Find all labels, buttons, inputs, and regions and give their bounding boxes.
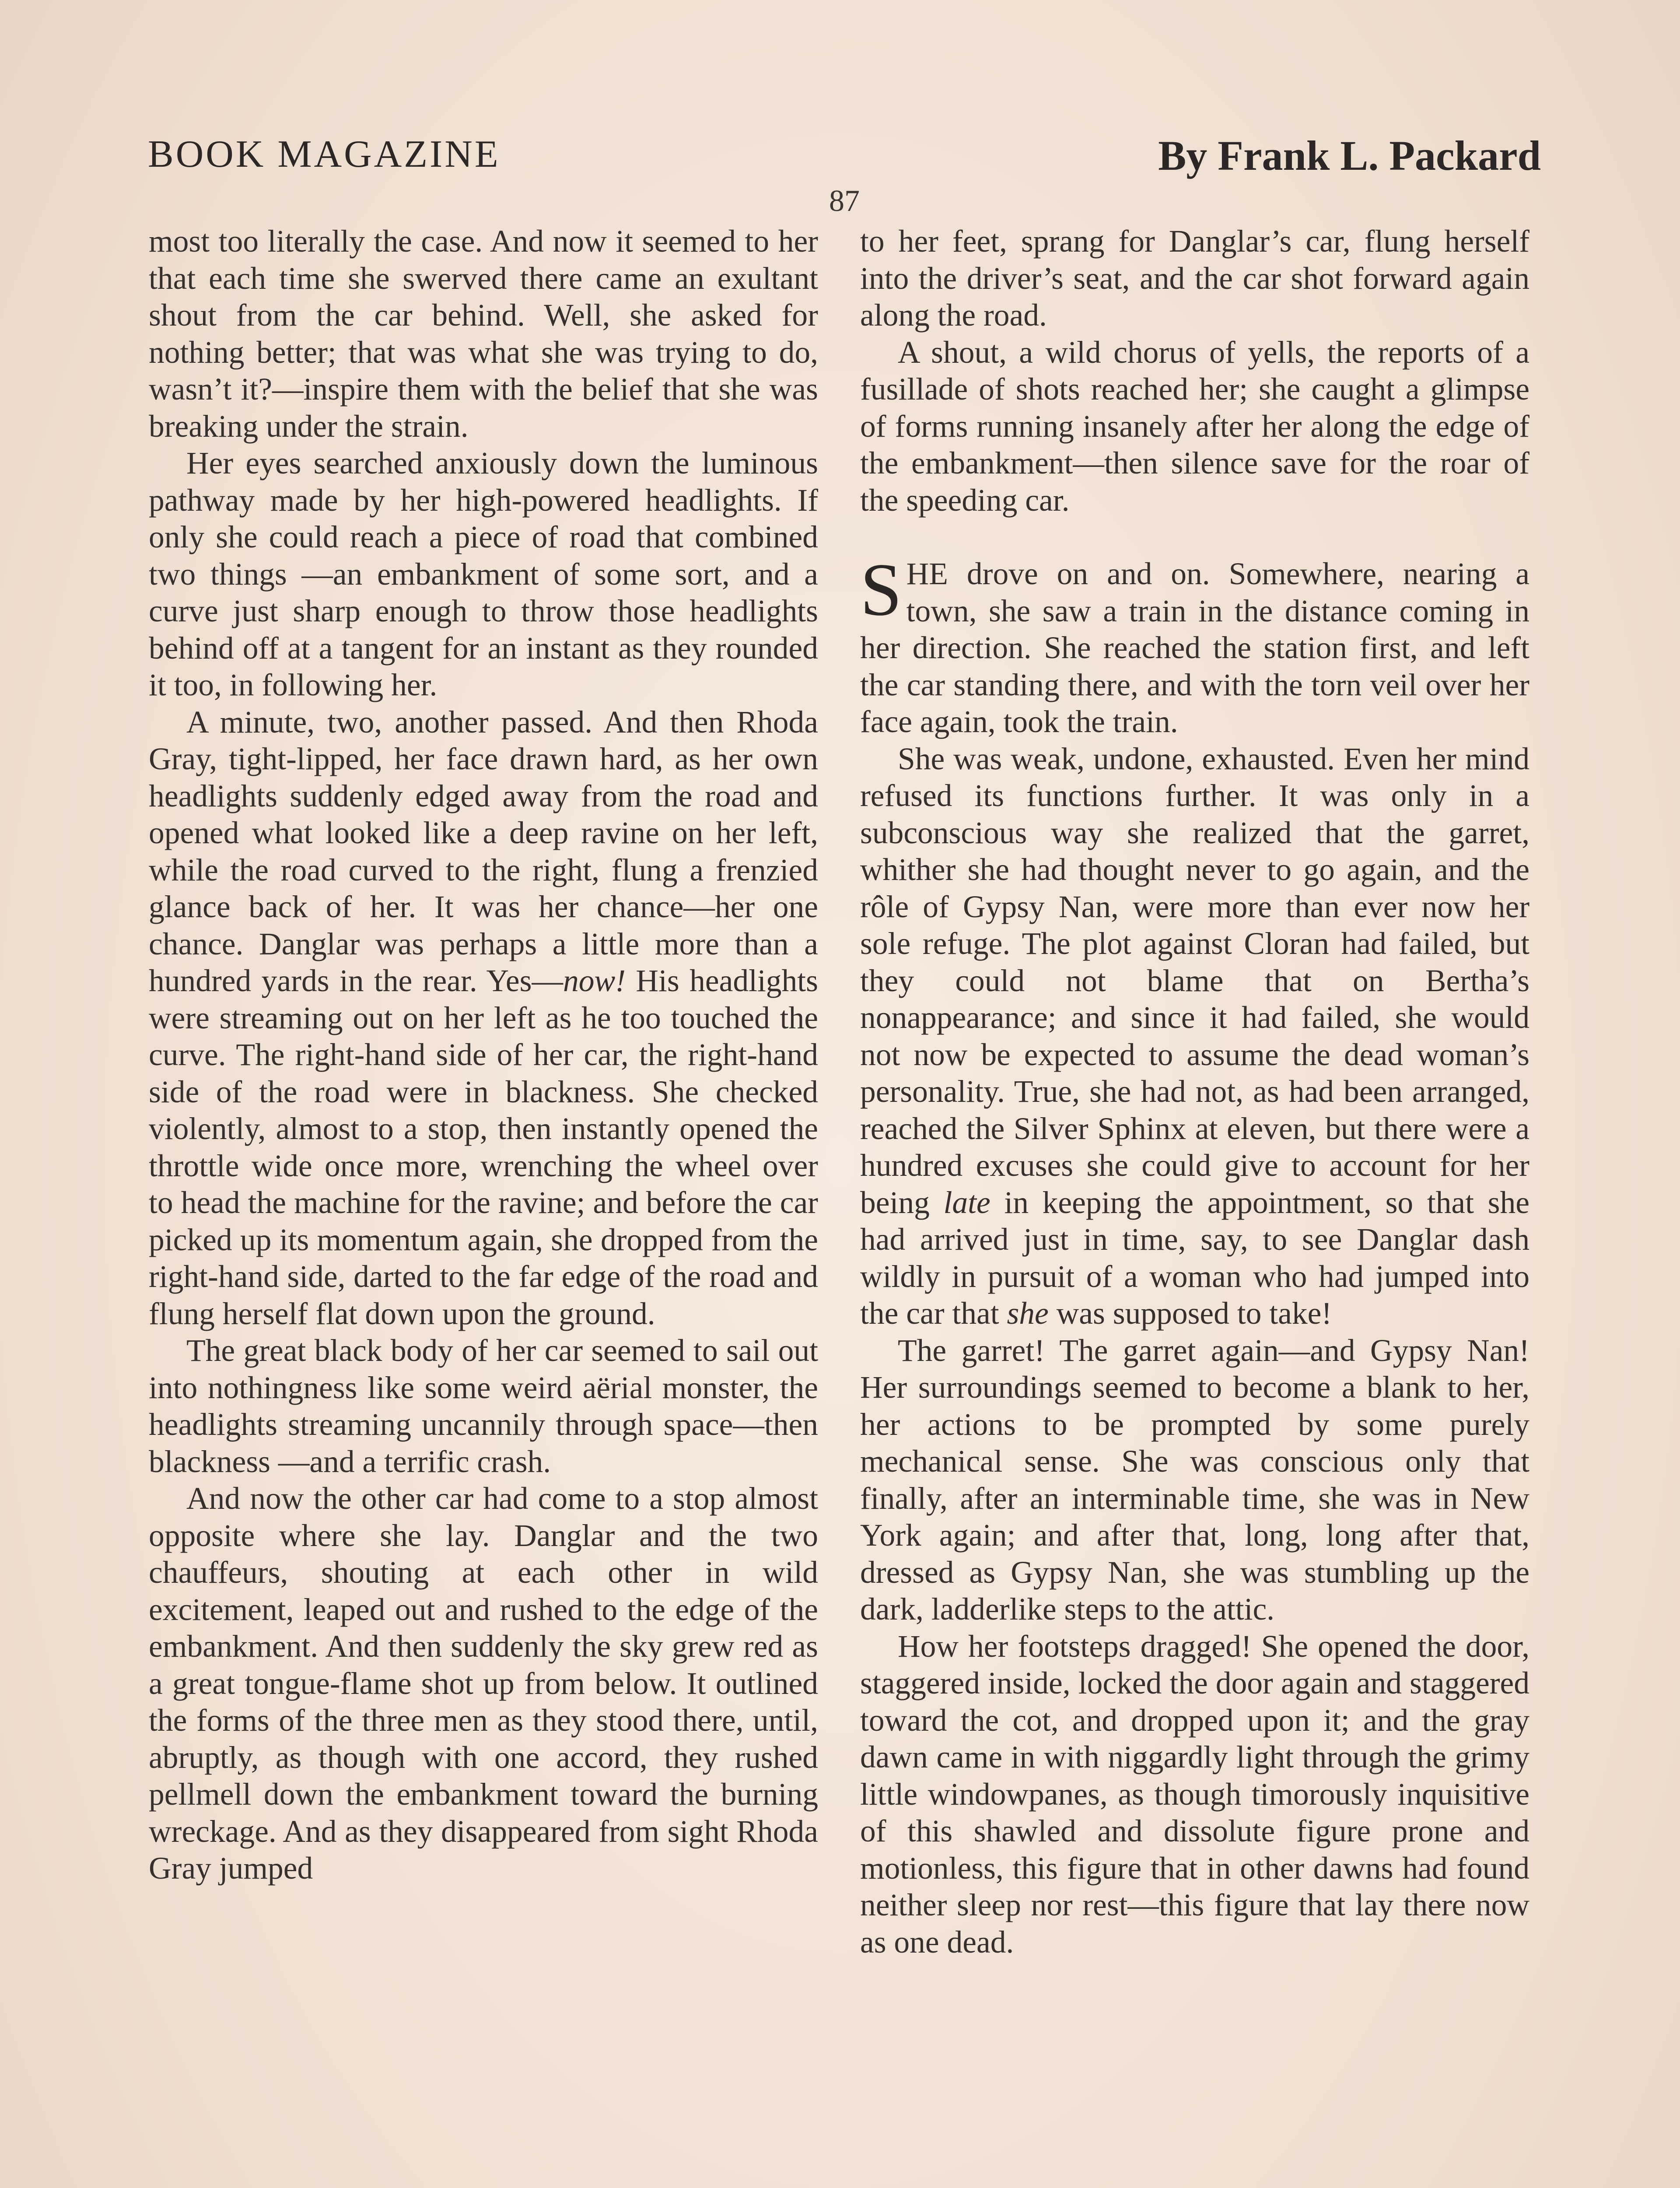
paragraph-text: She was weak, undone, exhausted. Even her mind refused its functions further. It was only in a subconscious way she realized that the garret, whither she had thought never to go again, and the rôle of Gypsy Nan, were more than ever now her sole refuge. The plot against Cloran had failed, but they could not blame that on Bertha’s nonappearance; and since it had failed, she would not now be expected to assume the dead woman’s personality. True, she had not, as had been arranged, reached the Silver Sphinx at eleven, but there were a hundred excuses she could give to account for her being	[860, 741, 1530, 1220]
paragraph: And now the other car had come to a stop almost opposite where she lay. Danglar and the two chauffeurs, shouting at each other in wild excitement, leaped out and rushed to the edge of the embankment. And then suddenly the sky grew red as a great tongue-flame shot up from below. It outlined the forms of the three men as they stood there, until, abruptly, as though with one accord, they rushed pellmell down the embankment toward the burning wreckage. And as they disappeared from sight Rhoda Gray jumped	[149, 1481, 818, 1886]
running-head-magazine: BOOK MAGAZINE	[148, 133, 500, 175]
right-column	[860, 223, 1530, 1961]
paragraph: most too literally the case. And now it seemed to her that each time she swerved there came an exultant shout from the car behind. Well, she asked for nothing better; that was what she was trying to do, wasn’t it?—inspire them with the belief that she was breaking under the strain.	[149, 224, 818, 444]
paragraph: A shout, a wild chorus of yells, the reports of a fusillade of shots reached her; she caught a glimpse of forms running insanely after her along the edge of the embankment—then silence save for the roar of the speeding car.	[860, 335, 1530, 518]
emphasis: she	[1007, 1296, 1049, 1331]
section-opening-paragraph	[860, 548, 1530, 741]
paragraph: The great black body of her car seemed to sail out into nothingness like some weird aërial monster, the headlights streaming uncannily through space—then blackness —and a terrific crash.	[149, 1333, 818, 1479]
drop-cap: S	[860, 548, 902, 631]
paragraph-text: was supposed to take!	[1048, 1296, 1332, 1331]
page-number: 87	[829, 184, 860, 218]
paragraph	[860, 741, 1530, 1332]
paragraph-text: in keeping the appointment, so that she had arrived just in time, say, to see Danglar dash wildly in pursuit of a woman who had jumped into the car that	[860, 1185, 1530, 1331]
paragraph: to her feet, sprang for Danglar’s car, flung herself into the driver’s seat, and the car shot forward again along the road.	[860, 224, 1530, 333]
emphasis: now!	[563, 964, 626, 998]
paragraph-text: A minute, two, another passed. And then Rhoda Gray, tight-lipped, her face drawn hard, as her own headlights suddenly edged away from the road and opened what looked like a deep ravine on her left, while the road curved to the right, flung a frenzied glance back of her. It was her chance—her one chance. Danglar was perhaps a little more than a hundred yards in the rear. Yes—	[149, 705, 818, 998]
running-head-author: By Frank L. Packard	[1158, 132, 1541, 179]
left-column	[149, 223, 818, 1887]
paragraph: How her footsteps dragged! She opened the door, staggered inside, locked the door again and staggered toward the cot, and dropped upon it; and the gray dawn came in with niggardly light through the grimy little windowpanes, as though timorously inquisitive of this shawled and dissolute figure prone and motionless, this figure that in other dawns had found neither sleep nor rest—this figure that lay there now as one dead.	[860, 1629, 1530, 1960]
paragraph	[149, 704, 818, 1333]
paragraph-text: HE drove on and on. Somewhere, nearing a town, she saw a train in the distance coming in her direction. She reached the station first, and left the car standing there, and with the torn veil over her face again, took the train.	[860, 557, 1530, 739]
emphasis: late	[943, 1185, 990, 1220]
paragraph: Her eyes searched anxiously down the luminous pathway made by her high-powered headlights. If only she could reach a piece of road that combined two things —an embankment of some sort, and a curve just sharp enough to throw those headlights behind off at a tangent for an instant as they rounded it too, in following her.	[149, 446, 818, 702]
paragraph-text: His headlights were streaming out on her left as he too touched the curve. The right-hand side of her car, the right-hand side of the road were in blackness. She checked violently, almost to a stop, then instantly opened the throttle wide once more, wrenching the wheel over to head the machine for the ravine; and before the car picked up its momentum again, she dropped from the right-hand side, darted to the far edge of the road and flung herself flat down upon the ground.	[149, 964, 818, 1331]
paragraph: The garret! The garret again—and Gypsy Nan! Her surroundings seemed to become a blank to her, her actions to be prompted by some purely mechanical sense. She was conscious only that finally, after an interminable time, she was in New York again; and after that, long, long after that, dressed as Gypsy Nan, she was stumbling up the dark, ladderlike steps to the attic.	[860, 1333, 1530, 1627]
